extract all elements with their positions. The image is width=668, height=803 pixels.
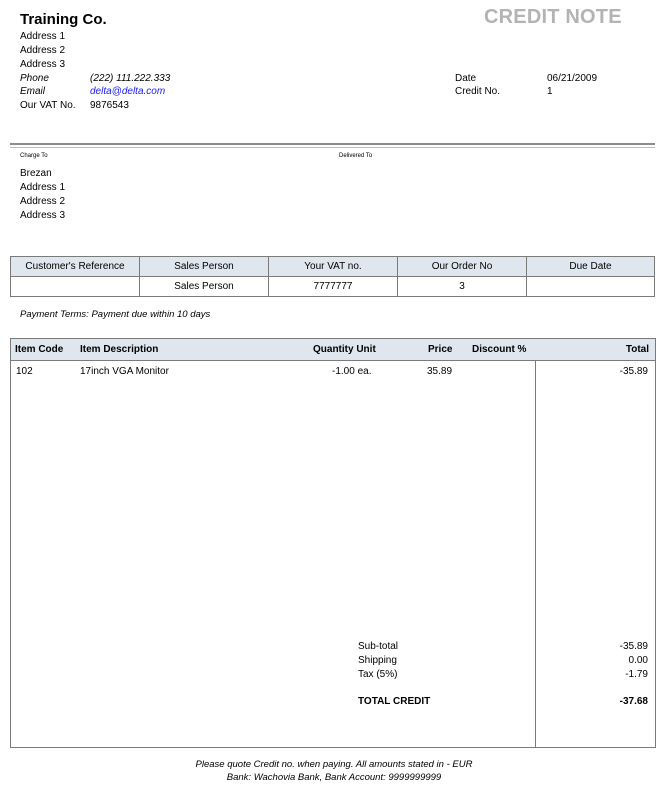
- date-label: Date: [455, 73, 477, 84]
- document-title: CREDIT NOTE: [484, 6, 622, 28]
- tax-value: -1.79: [625, 669, 648, 680]
- header-item-description: Item Description: [80, 344, 159, 355]
- subtotal-label: Sub-total: [358, 641, 399, 652]
- shipping-value: 0.00: [628, 655, 648, 666]
- order-info-header-row: [11, 257, 655, 277]
- email-link[interactable]: delta@delta.com: [90, 86, 166, 97]
- item-code: 102: [16, 366, 33, 377]
- company-address-line-3: Address 3: [20, 59, 66, 70]
- footer-note: Please quote Credit no. when paying. All amounts stated in - EUR: [195, 759, 473, 770]
- header-due-date: Due Date: [527, 257, 655, 277]
- charge-to-address-line-1: Address 1: [20, 182, 66, 193]
- header-customer-reference: Customer's Reference: [11, 257, 140, 277]
- email-label: Email: [20, 86, 46, 97]
- value-sales-person: Sales Person: [140, 277, 269, 297]
- company-address-line-2: Address 2: [20, 45, 66, 56]
- header-item-code: Item Code: [15, 344, 64, 355]
- vat-label: Our VAT No.: [20, 100, 76, 111]
- delivered-to-label: Delivered To: [339, 153, 373, 159]
- footer-bank: Bank: Wachovia Bank, Bank Account: 9999999999: [226, 772, 442, 783]
- item-description: 17inch VGA Monitor: [80, 366, 169, 377]
- phone-label: Phone: [20, 73, 49, 84]
- header-price: Price: [428, 344, 453, 355]
- total-column-divider: [535, 360, 536, 747]
- credit-no-value: 1: [547, 86, 553, 97]
- total-credit-value: -37.68: [619, 696, 648, 707]
- line-items-box: [10, 338, 656, 748]
- header-quantity-unit: Quantity Unit: [313, 344, 376, 355]
- value-customer-reference: [11, 277, 140, 297]
- company-name: Training Co.: [20, 11, 107, 28]
- vat-value: 9876543: [90, 100, 129, 111]
- item-total: -35.89: [619, 366, 648, 377]
- header-sales-person: Sales Person: [140, 257, 269, 277]
- charge-to-label: Charge To: [20, 153, 48, 159]
- item-price: 35.89: [427, 366, 453, 377]
- phone-value: (222) 111.222.333: [90, 73, 171, 84]
- tax-label: Tax (5%): [358, 669, 398, 680]
- header-divider-thin: [10, 147, 655, 148]
- credit-no-label: Credit No.: [455, 86, 501, 97]
- shipping-label: Shipping: [358, 655, 397, 666]
- charge-to-address-line-3: Address 3: [20, 210, 66, 221]
- value-due-date: [527, 277, 655, 297]
- header-total: Total: [625, 344, 649, 355]
- order-info-value-row: [11, 277, 655, 297]
- value-your-vat-no: 7777777: [269, 277, 398, 297]
- subtotal-value: -35.89: [619, 641, 648, 652]
- date-value: 06/21/2009: [547, 73, 598, 84]
- order-info-table: [10, 256, 655, 297]
- payment-terms: Payment Terms: Payment due within 10 days: [20, 309, 211, 320]
- header-discount: Discount %: [472, 344, 527, 355]
- header-your-vat-no: Your VAT no.: [269, 257, 398, 277]
- charge-to-name: Brezan: [20, 168, 52, 179]
- item-quantity: -1.00 ea.: [332, 366, 372, 377]
- company-address-line-1: Address 1: [20, 31, 66, 42]
- total-credit-label: TOTAL CREDIT: [358, 696, 431, 707]
- header-divider: [10, 143, 655, 145]
- header-our-order-no: Our Order No: [398, 257, 527, 277]
- value-our-order-no: 3: [398, 277, 527, 297]
- charge-to-address-line-2: Address 2: [20, 196, 66, 207]
